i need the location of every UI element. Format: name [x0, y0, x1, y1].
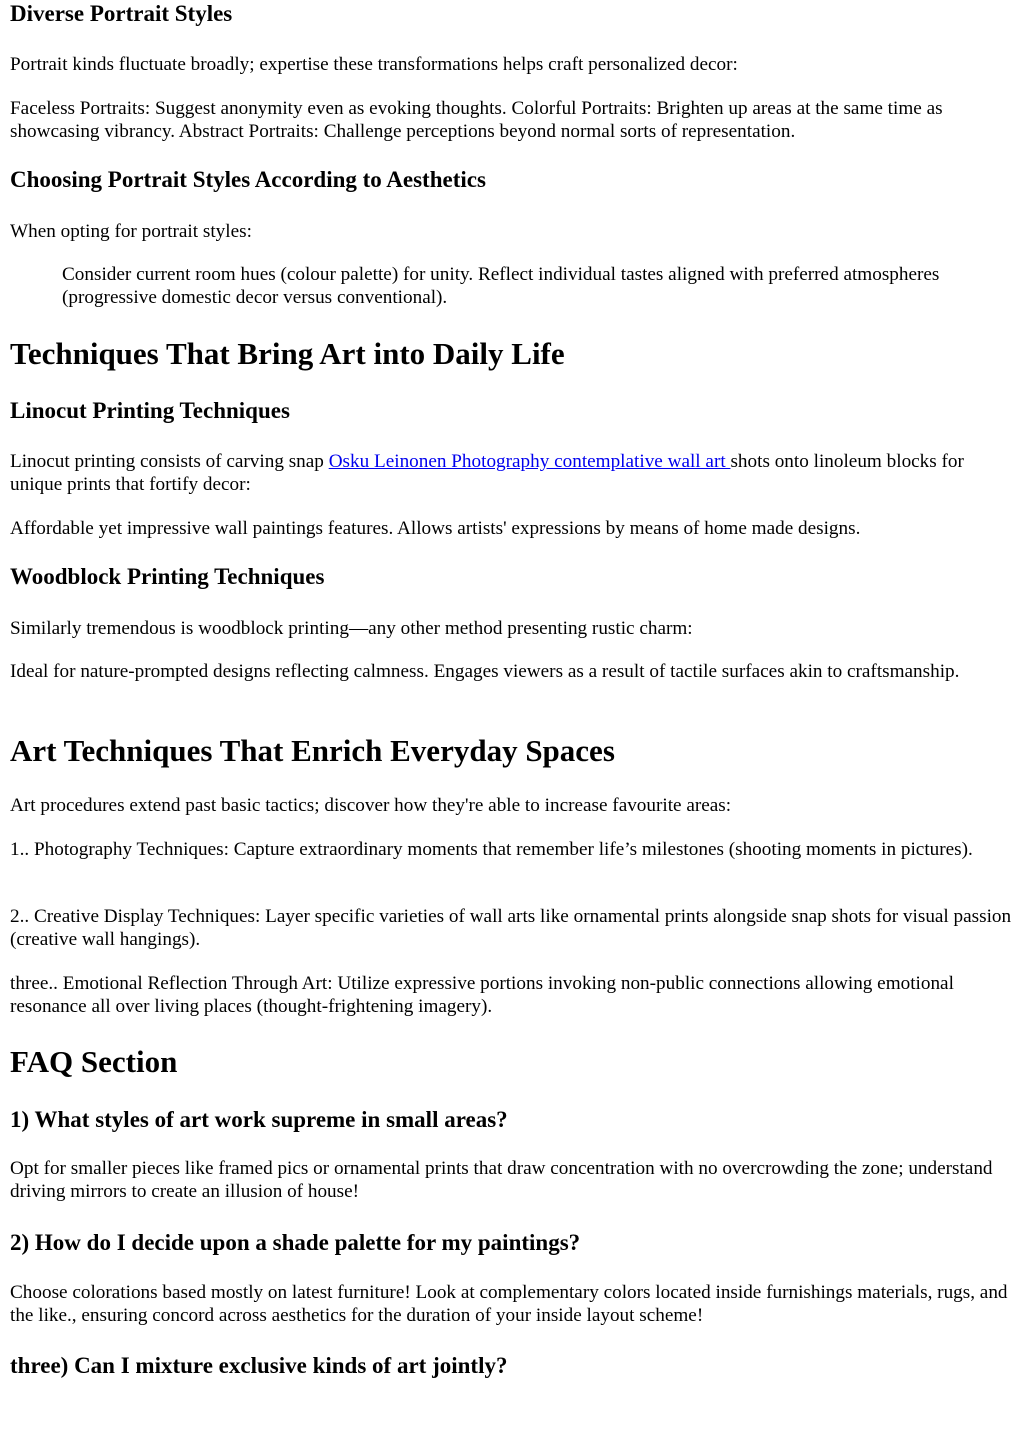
heading-linocut: Linocut Printing Techniques	[10, 398, 290, 423]
linocut-text-after: shots onto linoleum blocks for unique prints that fortify decor:	[10, 451, 964, 495]
paragraph-diverse-intro: Portrait kinds fluctuate broadly; expertise these transformations helps craft personalized decor:	[10, 54, 738, 75]
paragraph-enrich-item-1: 1.. Photography Techniques: Capture extraordinary moments that remember life’s milestones (shooting moments in pictures).	[10, 839, 973, 860]
paragraph-woodblock-body: Ideal for nature-prompted designs reflecting calmness. Engages viewers as a result of tactile surfaces akin to craftsmanship.	[10, 661, 960, 682]
osku-leinonen-link[interactable]: Osku Leinonen Photography contemplative wall art	[328, 451, 731, 472]
paragraph-choosing-intro: When opting for portrait styles:	[10, 221, 252, 242]
heading-diverse-portrait-styles: Diverse Portrait Styles	[10, 1, 233, 26]
heading-choosing-portrait-styles: Choosing Portrait Styles According to Aesthetics	[10, 167, 486, 192]
linocut-text-before: Linocut printing consists of carving snap	[10, 451, 329, 472]
paragraph-linocut-intro	[10, 450, 1018, 496]
heading-woodblock: Woodblock Printing Techniques	[10, 564, 325, 589]
blockquote-choosing: Consider current room hues (colour palette) for unity. Reflect individual tastes aligned with preferred atmospheres (progressive domestic decor versus conventional).	[62, 264, 940, 308]
faq-question-2: 2) How do I decide upon a shade palette for my paintings?	[10, 1230, 581, 1255]
paragraph-linocut-body: Affordable yet impressive wall paintings features. Allows artists' expressions by means of home made designs.	[10, 518, 861, 539]
faq-question-3: three) Can I mixture exclusive kinds of art jointly?	[10, 1353, 508, 1378]
faq-question-1: 1) What styles of art work supreme in small areas?	[10, 1107, 508, 1132]
paragraph-enrich-intro: Art procedures extend past basic tactics; discover how they're able to increase favourite areas:	[10, 795, 732, 816]
paragraph-enrich-item-2: 2.. Creative Display Techniques: Layer specific varieties of wall arts like ornamental prints alongside snap shots for visual passion (creative wall hangings).	[10, 906, 1012, 950]
faq-answer-1: Opt for smaller pieces like framed pics or ornamental prints that draw concentration with no overcrowding the zone; understand driving mirrors to create an illusion of house!	[10, 1158, 993, 1202]
faq-answer-2: Choose colorations based mostly on latest furniture! Look at complementary colors located inside furnishings materials, rugs, and the like., ensuring concord across aesthetics for the duration of your inside layout scheme!	[10, 1282, 1008, 1326]
heading-faq: FAQ Section	[10, 1044, 178, 1079]
paragraph-enrich-item-3: three.. Emotional Reflection Through Art: Utilize expressive portions invoking non-public connections allowing emotional resonance all over living places (thought-frightening imagery).	[10, 973, 954, 1017]
heading-techniques-daily-life: Techniques That Bring Art into Daily Life	[10, 336, 565, 371]
heading-enrich-everyday-spaces: Art Techniques That Enrich Everyday Spaces	[10, 733, 615, 768]
paragraph-diverse-body: Faceless Portraits: Suggest anonymity even as evoking thoughts. Colorful Portraits: Brighten up areas at the same time as showcasing vibrancy. Abstract Portraits: Challenge perceptions beyond normal sorts of representation.	[10, 98, 943, 142]
paragraph-woodblock-intro: Similarly tremendous is woodblock printing—any other method presenting rustic charm:	[10, 618, 693, 639]
